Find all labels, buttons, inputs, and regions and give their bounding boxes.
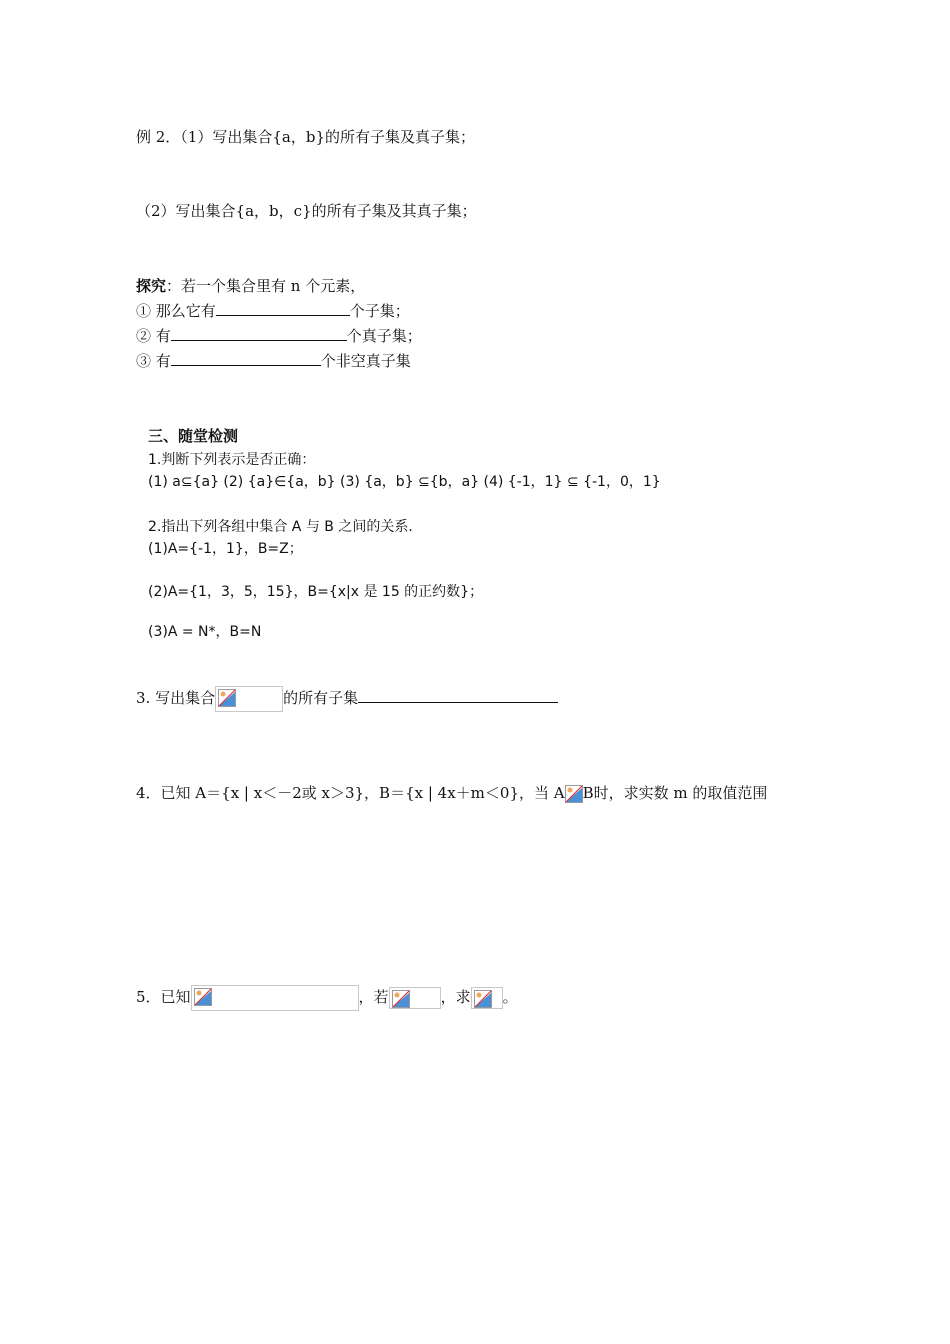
example2-part2: （2）写出集合{a，b，c}的所有子集及其真子集； <box>136 202 477 220</box>
section3-q2-title: 2.指出下列各组中集合 A 与 B 之间的关系． <box>148 519 423 535</box>
example2-title: 例 2．（1）写出集合{a，b}的所有子集及真子集； <box>136 128 475 146</box>
answer-blank[interactable] <box>216 301 350 316</box>
section3-heading: 三、随堂检测 <box>148 427 239 445</box>
section3-q2-3: (3)A = N*，B=N <box>148 624 262 640</box>
explore-q1 <box>136 301 410 321</box>
q4-text-b: B时，求实数 m 的取值范围 <box>582 784 768 802</box>
explore-q1-prefix: ① 那么它有 <box>136 302 216 320</box>
section3-q1-title: 1.判断下列表示是否正确： <box>148 452 316 468</box>
broken-image-icon <box>389 987 441 1009</box>
answer-blank[interactable] <box>358 688 558 703</box>
q4-text-a: 4．已知 A＝{x | x＜－2或 x＞3}，B＝{x | 4x＋m＜0}，当 A <box>136 784 565 802</box>
q5-prefix: 5．已知 <box>136 988 191 1006</box>
q3-line <box>136 686 558 712</box>
explore-q1-suffix: 个子集； <box>349 302 410 320</box>
broken-image-icon <box>471 987 503 1009</box>
section3-q2-2: (2)A={1，3，5，15}，B={x|x 是 15 的正约数}； <box>148 584 484 600</box>
q5-mid2: ，求 <box>440 988 471 1006</box>
broken-image-icon <box>215 686 283 712</box>
explore-q2-prefix: ② 有 <box>136 327 171 345</box>
broken-image-icon <box>191 985 359 1011</box>
q5-line <box>136 985 518 1011</box>
explore-q2-suffix: 个真子集； <box>346 327 422 345</box>
section3-q2-1: (1)A={-1，1}，B=Z； <box>148 541 303 557</box>
explore-label: 探究 <box>136 277 167 295</box>
section3-q1-body: (1) a⊆{a} (2) {a}∈{a，b} (3) {a，b} ⊆{b，a} (4) {-1，1} ⊆ {-1，0，1} <box>148 474 661 490</box>
q3-suffix: 的所有子集 <box>283 689 359 707</box>
q4-line <box>136 783 767 803</box>
explore-intro <box>136 276 365 296</box>
explore-q3 <box>136 351 411 371</box>
explore-intro-text: ：若一个集合里有 n 个元素， <box>166 277 366 295</box>
explore-q3-suffix: 个非空真子集 <box>320 352 411 370</box>
broken-image-icon <box>565 785 583 803</box>
answer-blank[interactable] <box>171 351 321 366</box>
explore-q3-prefix: ③ 有 <box>136 352 171 370</box>
answer-blank[interactable] <box>171 326 347 341</box>
explore-q2 <box>136 326 422 346</box>
q5-end: 。 <box>502 988 518 1006</box>
q5-mid1: ，若 <box>358 988 389 1006</box>
q3-prefix: 3. 写出集合 <box>136 689 216 707</box>
